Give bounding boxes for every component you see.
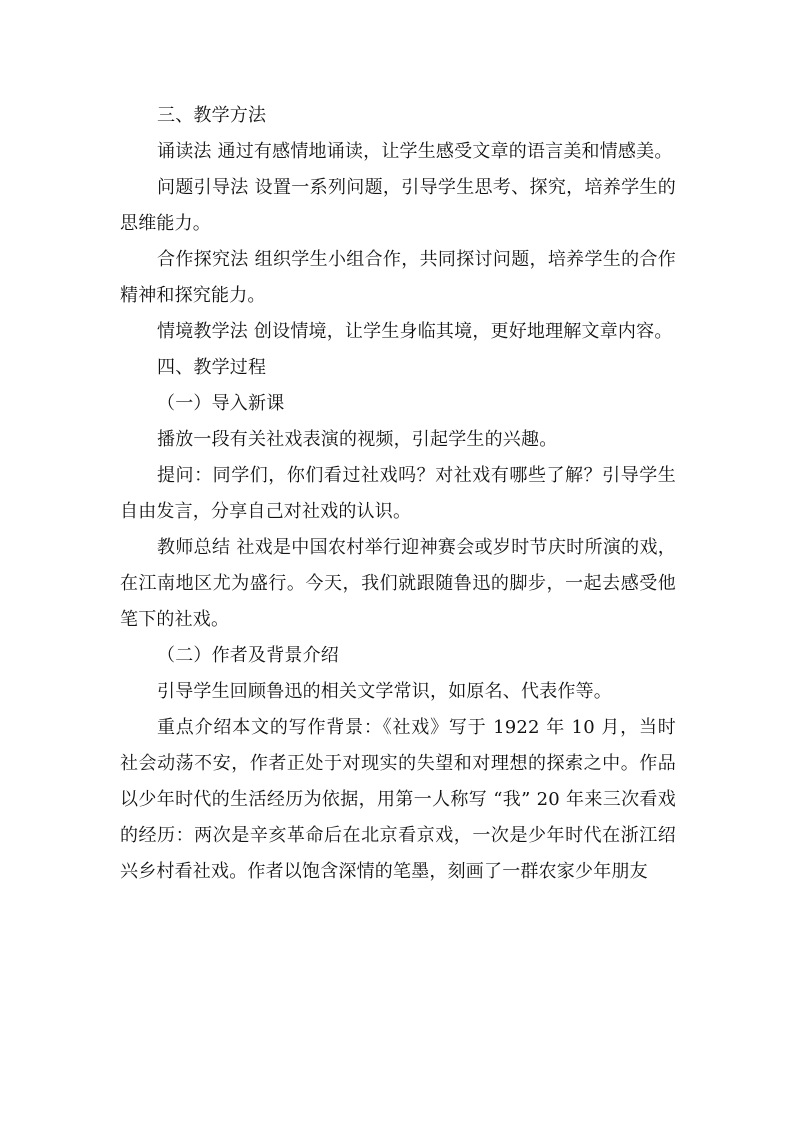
paragraph-play-video: 播放一段有关社戏表演的视频，引起学生的兴趣。: [157, 429, 558, 450]
section-heading-teaching-methods: 三、教学方法: [157, 105, 267, 126]
paragraph-situational-teaching-method: 情境教学法 创设情境，让学生身临其境，更好地理解文章内容。: [157, 321, 673, 342]
document-body: [120, 98, 676, 890]
subheading-introduce-new-lesson: （一）导入新课: [157, 393, 285, 414]
paragraph-review-luxun: 引导学生回顾鲁迅的相关文学常识，如原名、代表作等。: [157, 681, 612, 702]
paragraph-teacher-summary: 教师总结 社戏是中国农村举行迎神赛会或岁时节庆时所演的戏，在江南地区尤为盛行。今天，我们就跟随鲁迅的脚步，一起去感受他笔下的社戏。: [120, 537, 676, 630]
subheading-author-background: （二）作者及背景介绍: [157, 645, 339, 666]
paragraph-cooperative-inquiry-method: 合作探究法 组织学生小组合作，共同探讨问题，培养学生的合作精神和探究能力。: [120, 249, 676, 306]
section-heading-teaching-process: 四、教学过程: [157, 357, 267, 378]
paragraph-question-guidance-method: 问题引导法 设置一系列问题，引导学生思考、探究，培养学生的思维能力。: [120, 177, 676, 234]
paragraph-writing-background: 重点介绍本文的写作背景：《社戏》写于 1922 年 10 月，当时社会动荡不安，作者正处于对现实的失望和对理想的探索之中。作品以少年时代的生活经历为依据，用第一人称写 “我” 20 年来三次看戏的经历：两次是辛亥革命后在北京看京戏，一次是少年时代在浙江绍兴乡村看社戏。作者以饱含深情的笔墨，刻画了一群农家少年朋友: [120, 717, 676, 882]
paragraph-recitation-method: 诵读法 通过有感情地诵读，让学生感受文章的语言美和情感美。: [157, 141, 673, 162]
paragraph-questioning: 提问：同学们，你们看过社戏吗？对社戏有哪些了解？引导学生自由发言，分享自己对社戏的认识。: [120, 465, 676, 522]
